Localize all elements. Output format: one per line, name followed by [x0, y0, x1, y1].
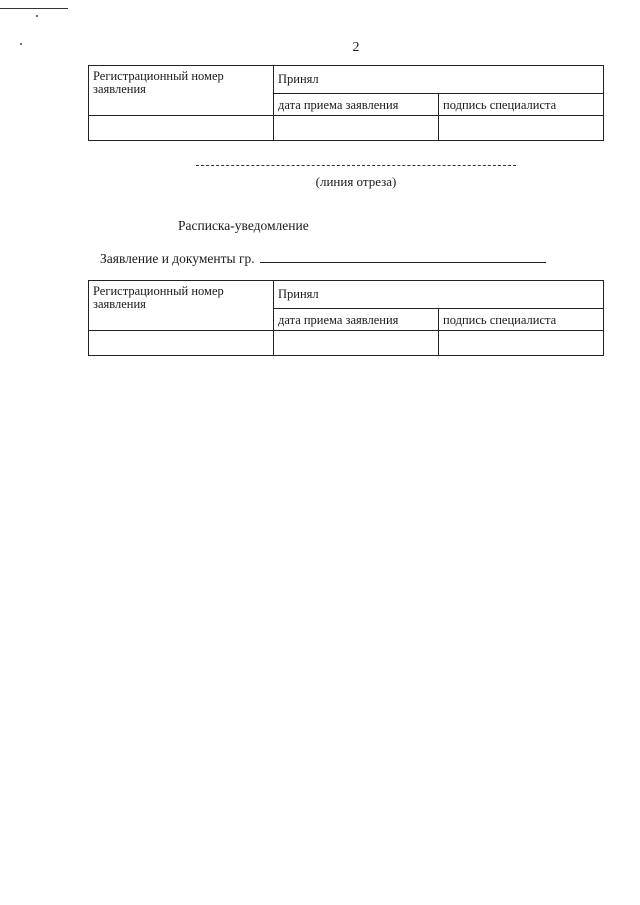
signature-header: подпись специалиста [439, 94, 604, 116]
applicant-line [100, 248, 546, 267]
application-table-bottom [88, 280, 604, 356]
cut-line [196, 165, 516, 166]
applicant-prefix: Заявление и документы гр. [100, 251, 255, 266]
application-table-top [88, 65, 604, 141]
accepted-header: Принял [274, 66, 604, 94]
reg-number-header: Регистрационный номер заявления [89, 66, 274, 116]
signature-cell[interactable] [439, 331, 604, 356]
cut-line-label: (линия отреза) [315, 174, 397, 189]
reg-number-cell[interactable] [89, 116, 274, 141]
applicant-name-field[interactable] [260, 248, 546, 263]
accepted-header: Принял [274, 281, 604, 309]
reg-number-cell[interactable] [89, 331, 274, 356]
date-header: дата приема заявления [274, 94, 439, 116]
signature-header: подпись специалиста [439, 309, 604, 331]
scan-dot [36, 15, 38, 17]
date-header: дата приема заявления [274, 309, 439, 331]
reg-number-header: Регистрационный номер заявления [89, 281, 274, 331]
page-number: 2 [352, 40, 360, 55]
date-cell[interactable] [274, 331, 439, 356]
date-cell[interactable] [274, 116, 439, 141]
scan-mark [0, 8, 68, 9]
receipt-title: Расписка-уведомление [178, 218, 309, 233]
signature-cell[interactable] [439, 116, 604, 141]
